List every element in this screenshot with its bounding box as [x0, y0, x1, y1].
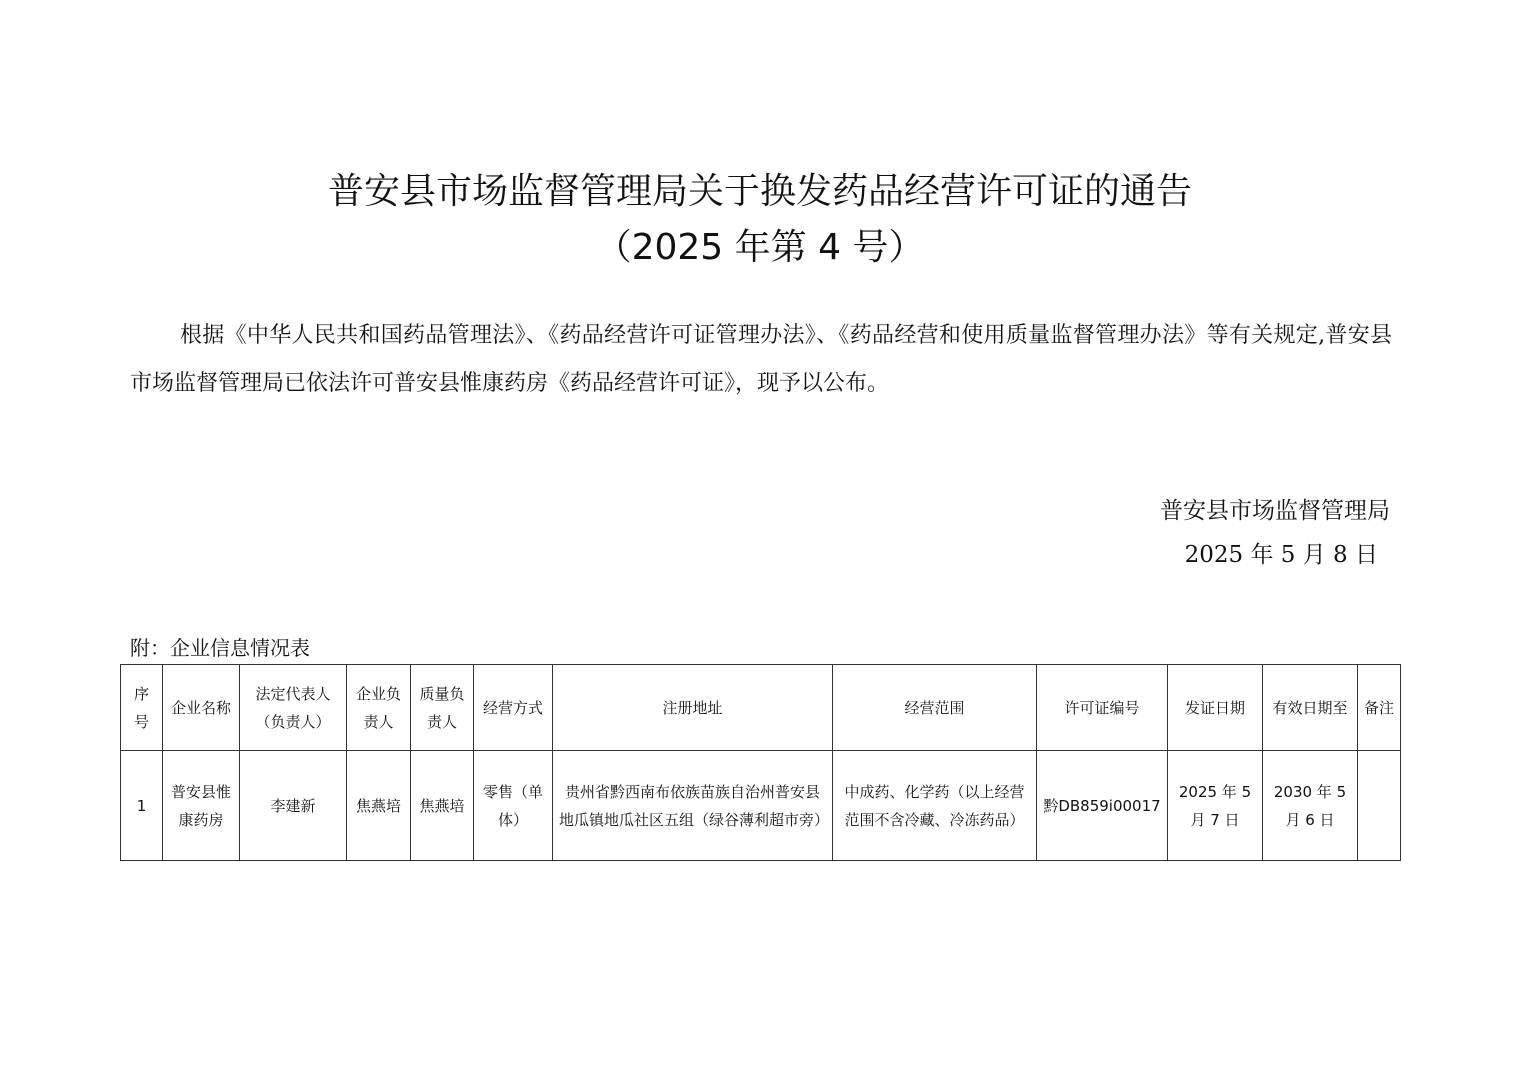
cell-company-head: 焦燕培	[347, 751, 411, 861]
notice-body: 根据《中华人民共和国药品管理法》、《药品经营许可证管理办法》、《药品经营和使用质量监督管理办法》等有关规定,普安县市场监督管理局已依法许可普安县惟康药房《药品经营许可证》，现予以公布。	[130, 323, 1392, 396]
table-header-row	[121, 665, 1401, 751]
cell-legal-rep: 李建新	[240, 751, 347, 861]
header-address: 注册地址	[553, 665, 833, 751]
notice-number: （2025 年第 4 号）	[595, 227, 925, 268]
attachment-label: 附：企业信息情况表	[130, 636, 310, 660]
cell-valid-until: 2030 年 5 月 6 日	[1263, 751, 1358, 861]
cell-serial: 1	[121, 751, 163, 861]
header-legal-rep: 法定代表人（负责人）	[240, 665, 347, 751]
header-company-name: 企业名称	[163, 665, 240, 751]
header-scope: 经营范围	[833, 665, 1037, 751]
cell-license-no: 黔DB859i00017	[1037, 751, 1168, 861]
signature-org: 普安县市场监督管理局	[1160, 498, 1390, 524]
enterprise-info-table	[120, 664, 1401, 861]
header-company-head: 企业负责人	[347, 665, 411, 751]
cell-company-name: 普安县惟康药房	[163, 751, 240, 861]
cell-issue-date: 2025 年 5 月 7 日	[1168, 751, 1263, 861]
table-row	[121, 751, 1401, 861]
header-license-no: 许可证编号	[1037, 665, 1168, 751]
header-serial: 序号	[121, 665, 163, 751]
header-quality-head: 质量负责人	[411, 665, 474, 751]
signature-date: 2025 年 5 月 8 日	[1184, 542, 1378, 568]
header-business-mode: 经营方式	[474, 665, 553, 751]
cell-remarks	[1358, 751, 1401, 861]
cell-quality-head: 焦燕培	[411, 751, 474, 861]
notice-title: 普安县市场监督管理局关于换发药品经营许可证的通告	[327, 171, 1192, 212]
header-valid-until: 有效日期至	[1263, 665, 1358, 751]
cell-scope: 中成药、化学药（以上经营范围不含冷藏、冷冻药品）	[833, 751, 1037, 861]
cell-address: 贵州省黔西南布依族苗族自治州普安县地瓜镇地瓜社区五组（绿谷薄利超市旁）	[553, 751, 833, 861]
cell-business-mode: 零售（单体）	[474, 751, 553, 861]
header-remarks: 备注	[1358, 665, 1401, 751]
header-issue-date: 发证日期	[1168, 665, 1263, 751]
